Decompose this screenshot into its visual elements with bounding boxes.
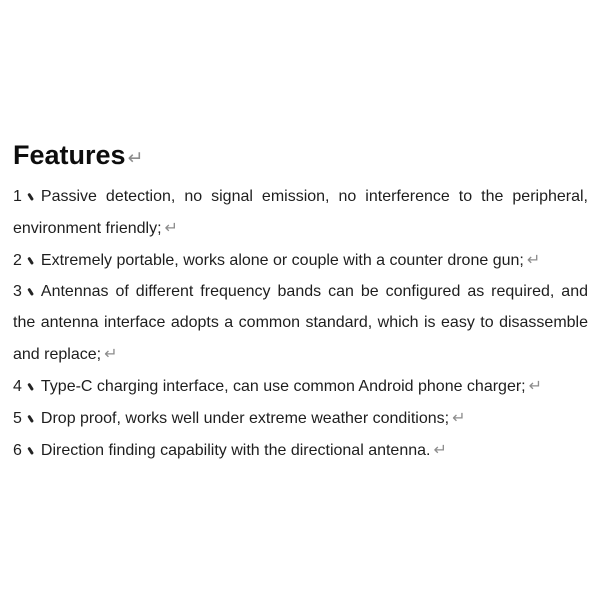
line-text: environment friendly; [13, 220, 162, 237]
features-list [13, 181, 588, 466]
paragraph-mark-icon: ↵ [127, 147, 144, 169]
item-number: 2 [13, 252, 22, 269]
line-text: Direction finding capability with the directional antenna. [40, 442, 431, 459]
feature-line [13, 402, 588, 434]
enumeration-comma-icon [22, 187, 41, 201]
feature-line [13, 338, 588, 370]
feature-item-2 [13, 244, 588, 276]
enumeration-comma-icon [22, 377, 41, 391]
feature-item-6 [13, 434, 588, 466]
paragraph-mark-icon: ↵ [164, 218, 178, 237]
feature-line [13, 370, 588, 402]
page-title [13, 137, 588, 176]
item-number: 5 [13, 410, 22, 427]
item-number: 6 [13, 442, 22, 459]
line-text: Passive detection, no signal emission, no interference to the peripheral, [40, 188, 588, 205]
feature-item-4 [13, 370, 588, 402]
enumeration-comma-icon [22, 282, 41, 296]
item-number: 1 [13, 188, 22, 205]
line-text: and replace; [13, 346, 102, 363]
line-text: the antenna interface adopts a common standard, which is easy to disassemble [13, 314, 588, 331]
enumeration-comma-icon [22, 441, 41, 455]
page-title-text: Features [13, 140, 126, 170]
enumeration-comma-icon [22, 409, 41, 423]
feature-line [13, 307, 588, 338]
enumeration-comma-icon [22, 251, 41, 265]
item-number: 4 [13, 378, 22, 395]
feature-line [13, 212, 588, 244]
feature-line [13, 244, 588, 276]
paragraph-mark-icon: ↵ [528, 376, 543, 395]
feature-item-1 [13, 181, 588, 244]
paragraph-mark-icon: ↵ [433, 440, 447, 459]
feature-line [13, 434, 588, 466]
feature-item-3 [13, 276, 588, 370]
paragraph-mark-icon: ↵ [104, 344, 118, 363]
feature-line [13, 181, 588, 212]
feature-item-5 [13, 402, 588, 434]
paragraph-mark-icon: ↵ [452, 408, 466, 427]
item-number: 3 [13, 283, 22, 300]
line-text: Extremely portable, works alone or couple with a counter drone gun; [40, 252, 524, 269]
paragraph-mark-icon: ↵ [526, 250, 541, 269]
line-text: Drop proof, works well under extreme weather conditions; [40, 410, 450, 427]
line-text: Antennas of different frequency bands can be configured as required, and [40, 283, 588, 300]
line-text: Type-C charging interface, can use common Android phone charger; [40, 378, 526, 395]
feature-line [13, 276, 588, 307]
